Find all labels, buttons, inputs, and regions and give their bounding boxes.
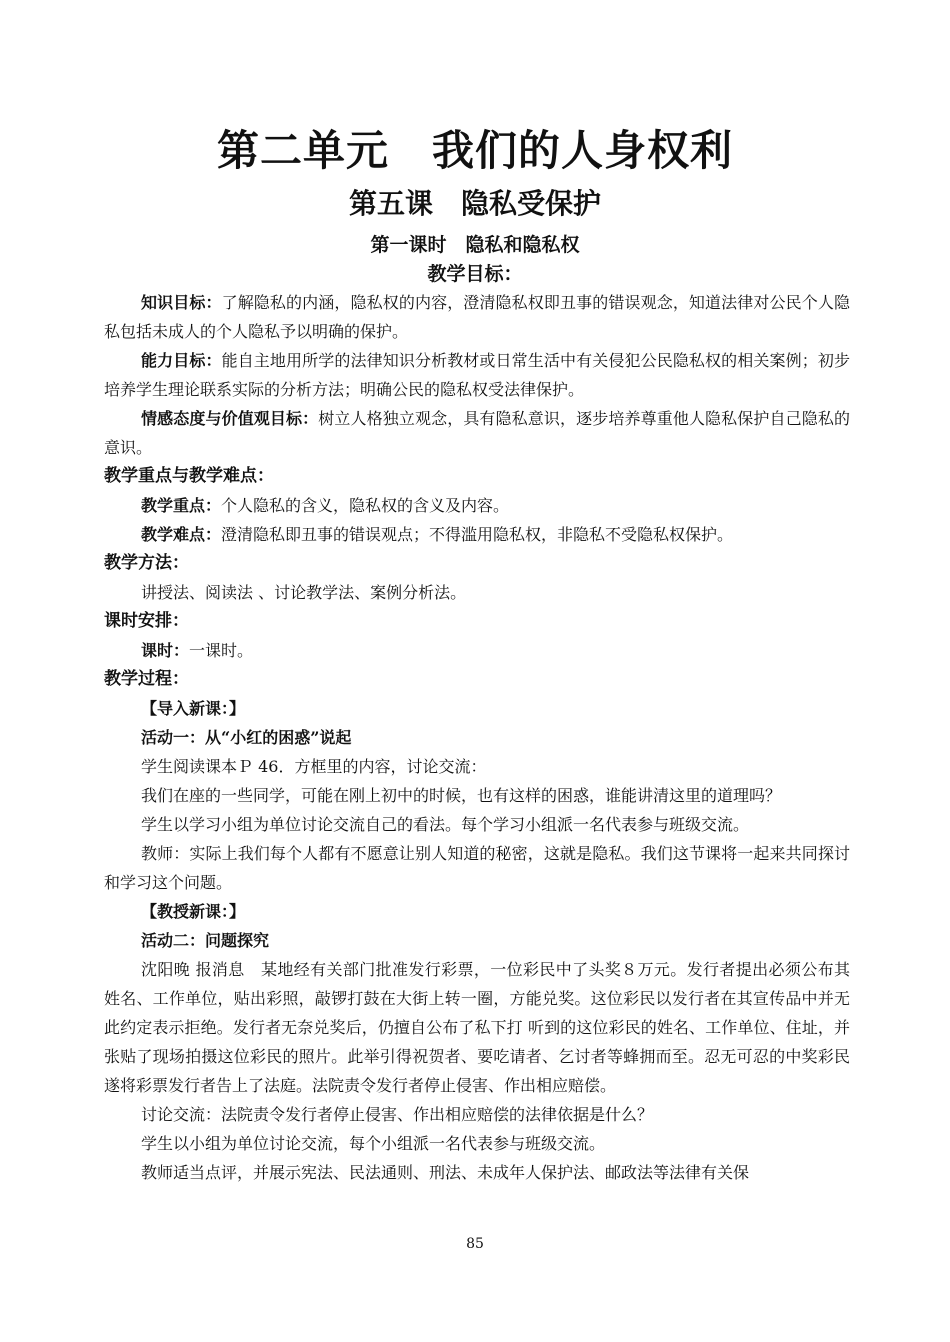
para-7: 学生以小组为单位讨论交流，每个小组派一名代表参与班级交流。 (141, 1134, 606, 1153)
emotion-label: 情感态度与价值观目标： (141, 409, 319, 428)
schedule-label: 课时： (141, 641, 190, 660)
page-number: 85 (466, 1236, 484, 1252)
emotion-text: 树立人格独立观念，具有隐私意识，逐步培养尊重他人隐私保护自己隐私的意识。 (104, 409, 850, 457)
key-point (104, 491, 850, 520)
para-8: 教师适当点评，并展示宪法、民法通则、刑法、未成年人保护法、邮政法等法律有关保 (141, 1163, 750, 1182)
lesson-title: 第五课 隐私受保护 (348, 187, 601, 220)
method-heading: 教学方法： (104, 553, 189, 573)
period-title: 第一课时 隐私和隐私权 (370, 234, 580, 256)
ability-objective (104, 346, 850, 404)
schedule-text: 一课时。 (189, 641, 254, 660)
para-6: 讨论交流：法院责令发行者停止侵害、作出相应赔偿的法律依据是什么？ (141, 1105, 654, 1124)
key-point-label: 教学重点： (141, 496, 222, 515)
schedule (104, 636, 850, 665)
document-body (104, 288, 850, 1187)
key-point-text: 个人隐私的含义，隐私权的含义及内容。 (221, 496, 510, 515)
key-heading: 教学重点与教学难点： (104, 466, 274, 486)
knowledge-label: 知识目标： (141, 293, 222, 312)
method-text: 讲授法、阅读法 、讨论教学法、案例分析法。 (141, 583, 467, 602)
ability-text: 能自主地用所学的法律知识分析教材或日常生活中有关侵犯公民隐私权的相关案例；初步培养学生理论联系实际的分析方法；明确公民的隐私权受法律保护。 (104, 351, 850, 399)
intro-heading: 【导入新课：】 (141, 699, 246, 718)
activity1-title: 活动一：从“小红的困惑”说起 (141, 728, 352, 747)
emotion-objective (104, 404, 850, 462)
para-3: 学生以学习小组为单位讨论交流自己的看法。每个学习小组派一名代表参与班级交流。 (141, 815, 750, 834)
para-2: 我们在座的一些同学，可能在刚上初中的时候，也有这样的困惑，谁能讲清这里的道理吗？ (141, 786, 782, 805)
difficult-point-label: 教学难点： (141, 525, 222, 544)
difficult-point (104, 520, 850, 549)
para-5: 沈阳晚 报消息 某地经有关部门批准发行彩票，一位彩民中了头奖８万元。发行者提出必须公布其姓名、工作单位，贴出彩照，敲锣打鼓在大街上转一圈，方能兑奖。这位彩民以发行者在其宣传品中并无此约定表示拒绝。发行者无奈兑奖后，仍擅自公布了私下打 听到的这位彩民的姓名、工作单位、住址，并张贴了现场拍摄这位彩民的照片。此举引得祝贺者、要吃请者、乞讨者等蜂拥而至。忍无可忍的中奖彩民遂将彩票发行者告上了法庭。法院责令发行者停止侵害、作出相应赔偿。 (104, 960, 850, 1095)
objectives-heading: 教学目标： (427, 263, 523, 285)
activity2-title: 活动二：问题探究 (141, 931, 270, 950)
teach-heading: 【教授新课：】 (141, 902, 246, 921)
knowledge-text: 了解隐私的内涵，隐私权的内容，澄清隐私权即丑事的错误观念，知道法律对公民个人隐私包括未成人的个人隐私予以明确的保护。 (104, 293, 850, 341)
knowledge-objective (104, 288, 850, 346)
unit-title: 第二单元 我们的人身权利 (216, 126, 733, 175)
process-heading: 教学过程： (104, 669, 189, 689)
schedule-heading: 课时安排： (104, 611, 189, 631)
ability-label: 能力目标： (141, 351, 222, 370)
para-4: 教师：实际上我们每个人都有不愿意让别人知道的秘密，这就是隐私。我们这节课将一起来共同探讨和学习这个问题。 (104, 844, 850, 892)
difficult-point-text: 澄清隐私即丑事的错误观点；不得滥用隐私权，非隐私不受隐私权保护。 (221, 525, 734, 544)
para-1: 学生阅读课本Ｐ 46．方框里的内容，讨论交流： (141, 757, 487, 776)
